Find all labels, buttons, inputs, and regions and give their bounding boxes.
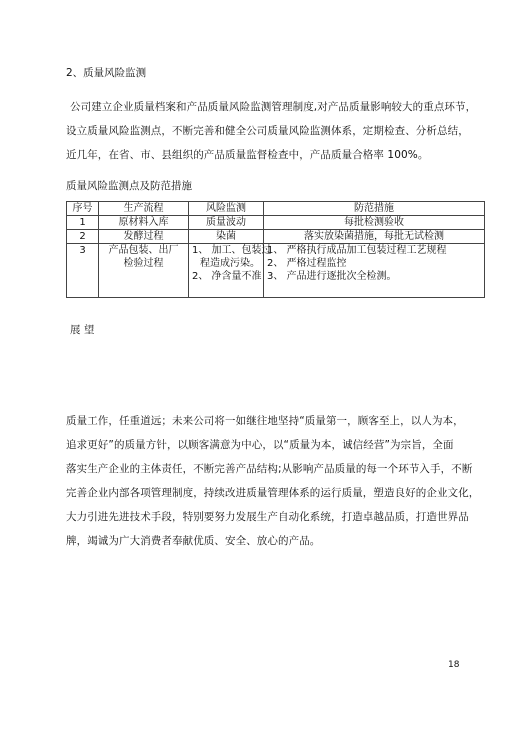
table-row: [67, 244, 485, 298]
cell-risk: 染菌: [189, 230, 264, 244]
cell-line: 2、 严格过程监控: [267, 258, 347, 269]
page-number: 18: [448, 660, 460, 670]
cell-line: 3、 产品进行逐批次全检测。: [267, 271, 397, 282]
header-measures: 防范措施: [264, 202, 485, 216]
table-row: [67, 230, 485, 244]
paragraph-line: 设立质量风险监测点，不断完善和健全公司质量风险监测体系，定期检查、分析总结，: [66, 125, 469, 137]
table-row: [67, 216, 485, 230]
cell-process: 原材料入库: [99, 216, 189, 230]
cell-no: 1: [67, 216, 99, 230]
cell-line: 1、 严格执行成品加工包装过程工艺规程: [267, 245, 447, 256]
table-caption: 质量风险监测点及防范措施: [66, 180, 192, 192]
paragraph-line: 大力引进先进技术手段，特别要努力发展生产自动化系统，打造卓越品质，打造世界品: [66, 511, 469, 523]
outlook-title: 展 望: [70, 324, 95, 336]
cell-measures: [264, 244, 485, 298]
cell-risk: 质量波动: [189, 216, 264, 230]
cell-no: 2: [67, 230, 99, 244]
paragraph-line: 追求更好”的质量方针，以顾客满意为中心，以“质量为本，诚信经营”为宗旨，全面: [66, 439, 454, 451]
table-header-row: [67, 202, 485, 216]
cell-no: 3: [67, 244, 99, 298]
header-process: 生产流程: [99, 202, 189, 216]
cell-line: 2、 净含量不准: [192, 271, 262, 282]
section-title: 2、质量风险监测: [66, 67, 147, 79]
paragraph-line: 完善企业内部各项管理制度，持续改进质量管理体系的运行质量，塑造良好的企业文化，: [66, 487, 480, 499]
cell-process: [99, 244, 189, 298]
cell-line: 1、 加工、包装过: [192, 245, 272, 256]
cell-line: 程造成污染。: [200, 258, 260, 269]
paragraph-line: 质量工作，任重道远；未来公司将一如继往地坚持“质量第一，顾客至上，以人为本，: [66, 415, 464, 427]
cell-line: 产品包装、出厂: [108, 245, 179, 256]
section-paragraph: [66, 95, 486, 167]
paragraph-line: 公司建立企业质量档案和产品质量风险监测管理制度,对产品质量影响较大的重点环节，: [70, 101, 477, 113]
paragraph-line: 牌，竭诚为广大消费者奉献优质、安全、放心的产品。: [66, 535, 321, 547]
risk-monitoring-table: [66, 201, 485, 298]
paragraph-line: 落实生产企业的主体责任，不断完善产品结构;从影响产品质量的每一个环节入手，不断: [66, 463, 473, 475]
header-no: 序号: [67, 202, 99, 216]
cell-line: 检验过程: [123, 258, 164, 269]
outlook-paragraph: [66, 409, 496, 553]
header-risk: 风险监测: [189, 202, 264, 216]
cell-process: 发酵过程: [99, 230, 189, 244]
cell-measures: 落实放染菌措施，每批无试检测: [264, 230, 485, 244]
cell-risk: [189, 244, 272, 298]
paragraph-line: 近几年，在省、市、县组织的产品质量监督检查中，产品质量合格率 100%。: [66, 149, 429, 161]
cell-measures: 每批检测验收: [264, 216, 485, 230]
